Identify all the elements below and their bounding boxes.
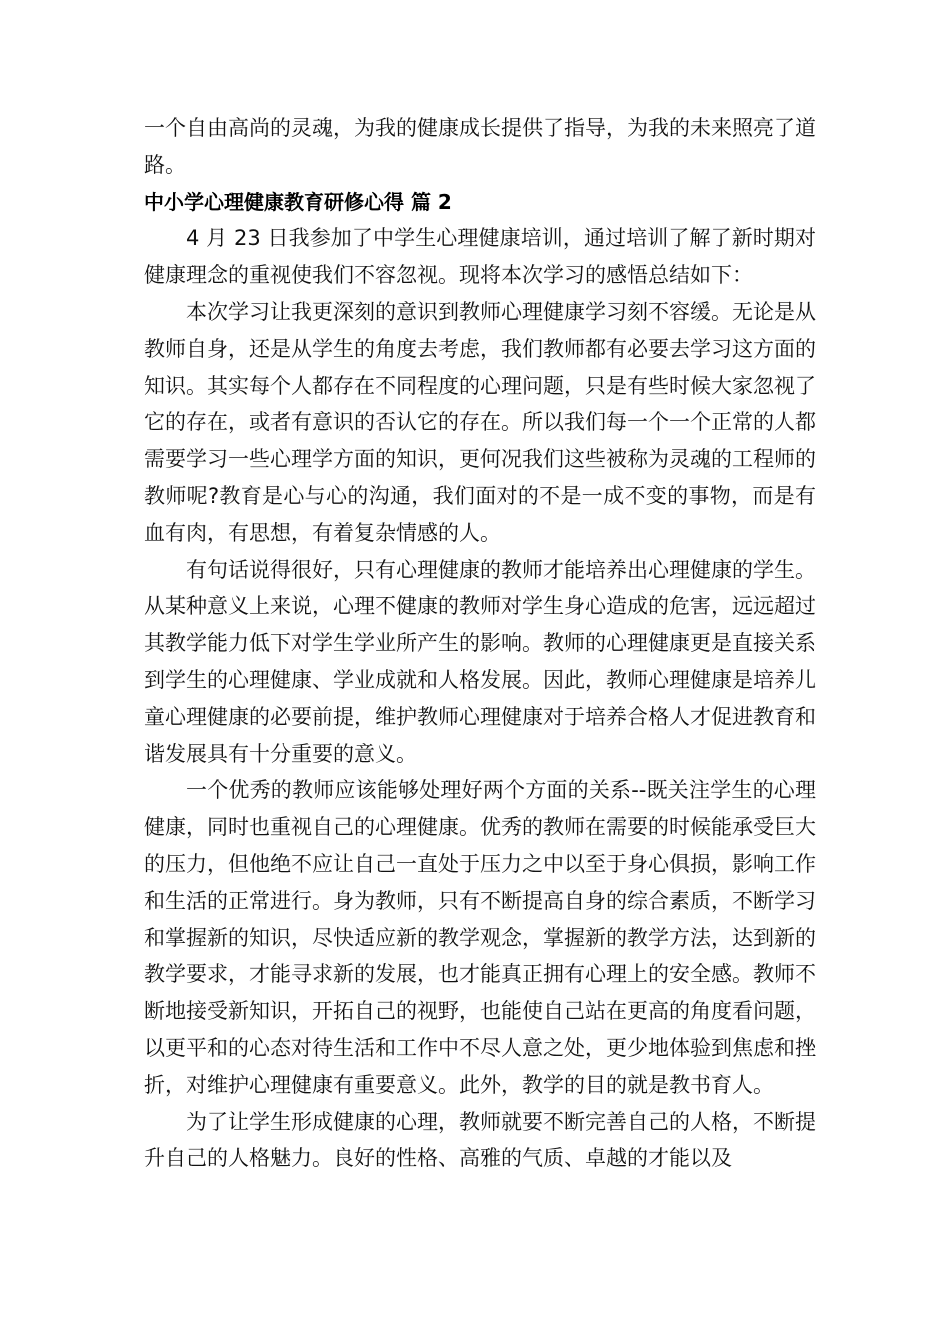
lead-paragraph: 一个自由高尚的灵魂，为我的健康成长提供了指导，为我的未来照亮了道路。 xyxy=(144,116,816,177)
body-paragraph-4: 一个优秀的教师应该能够处理好两个方面的关系--既关注学生的心理健康，同时也重视自己的心理健康。优秀的教师在需要的时候能承受巨大的压力，但他绝不应让自己一直处于压力之中以至于身心俱损，影响工作和生活的正常进行。身为教师，只有不断提高自身的综合素质，不断学习和掌握新的知识，尽快适应新的教学观念，掌握新的教学方法，达到新的教学要求，才能寻求新的发展，也才能真正拥有心理上的安全感。教师不断地接受新知识，开拓自己的视野，也能使自己站在更高的角度看问题，以更平和的心态对待生活和工作中不尽人意之处，更少地体验到焦虑和挫折，对维护心理健康有重要意义。此外，教学的目的就是教书育人。 xyxy=(144,778,816,1097)
body-paragraph-2: 本次学习让我更深刻的意识到教师心理健康学习刻不容缓。无论是从教师自身，还是从学生的角度去考虑，我们教师都有必要去学习这方面的知识。其实每个人都存在不同程度的心理问题，只是有些时候大家忽视了它的存在，或者有意识的否认它的存在。所以我们每一个一个正常的人都需要学习一些心理学方面的知识，更何况我们这些被称为灵魂的工程师的教师呢?教育是心与心的沟通，我们面对的不是一成不变的事物，而是有血有肉，有思想，有着复杂情感的人。 xyxy=(144,299,816,545)
section-heading: 中小学心理健康教育研修心得 篇 2 xyxy=(144,189,452,214)
document-body xyxy=(144,110,816,1177)
body-paragraph-3: 有句话说得很好，只有心理健康的教师才能培养出心理健康的学生。从某种意义上来说，心理不健康的教师对学生身心造成的危害，远远超过其教学能力低下对学生学业所产生的影响。教师的心理健康更是直接关系到学生的心理健康、学业成就和人格发展。因此，教师心理健康是培养儿童心理健康的必要前提，维护教师心理健康对于培养合格人才促进教育和谐发展具有十分重要的意义。 xyxy=(144,557,816,766)
body-paragraph-1: 4 月 23 日我参加了中学生心理健康培训，通过培训了解了新时期对健康理念的重视使我们不容忽视。现将本次学习的感悟总结如下： xyxy=(144,226,816,288)
body-paragraph-5: 为了让学生形成健康的心理，教师就要不断完善自己的人格，不断提升自己的人格魅力。良好的性格、高雅的气质、卓越的才能以及 xyxy=(144,1109,816,1171)
